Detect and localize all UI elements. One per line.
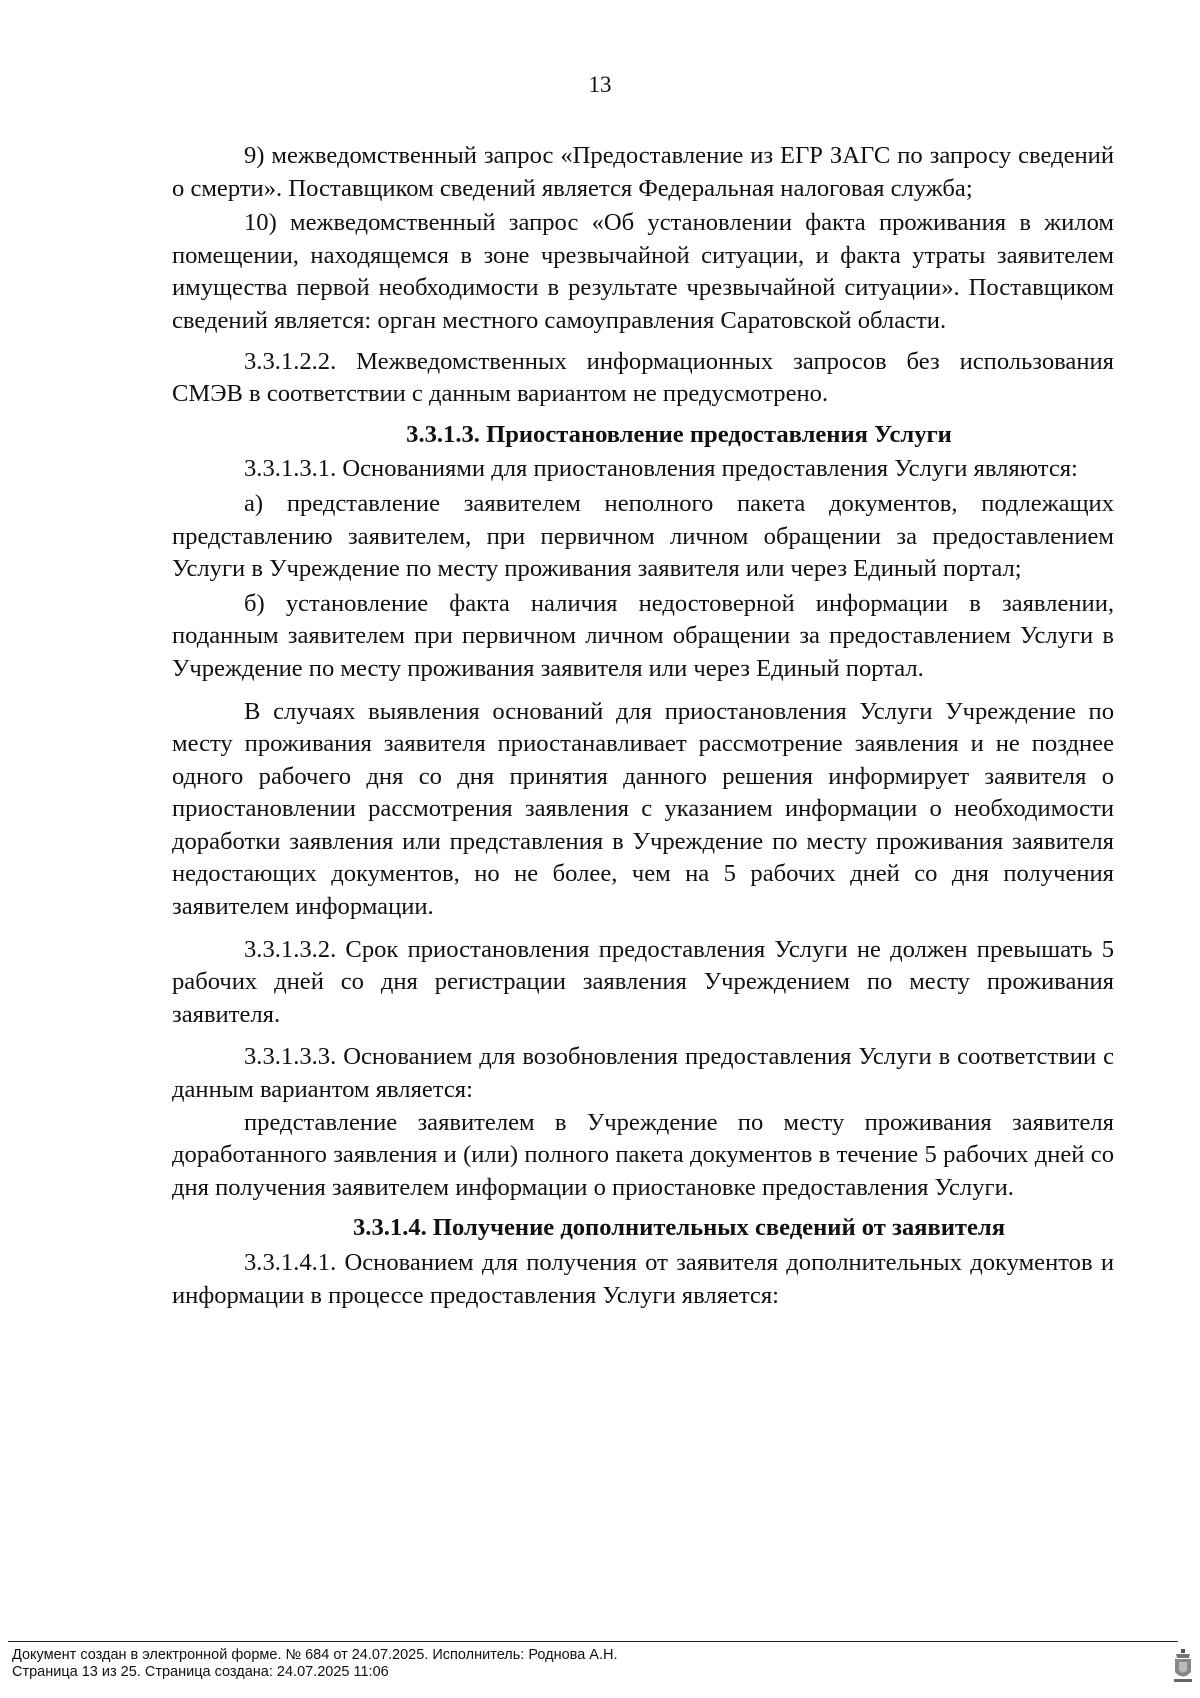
footer-document-info: Документ создан в электронной форме. № 684 от 24.07.2025. Исполнитель: Роднова А.Н. — [12, 1647, 618, 1663]
page-number: 13 — [588, 72, 612, 97]
paragraph-resumption-basis: представление заявителем в Учреждение по месту проживания заявителя доработанного заявления и (или) полного пакета документов в течение 5 рабочих дней со дня получения заявителем информации о приостановке предоставления Услуги. — [172, 1108, 1114, 1201]
paragraph-item-b: б) установление факта наличия недостоверной информации в заявлении, поданным заявителем при первичном личном обращении за предоставлением Услуги в Учреждение по месту проживания заявителя или через Единый портал. — [172, 589, 1114, 682]
paragraph-item-9: 9) межведомственный запрос «Предоставление из ЕГР ЗАГС по запросу сведений о смерти». Поставщиком сведений является Федеральная налоговая служба; — [172, 142, 1114, 202]
paragraph-3-3-1-3-3: 3.3.1.3.3. Основанием для возобновления предоставления Услуги в соответствии с данным вариантом является: — [172, 1043, 1114, 1104]
coat-of-arms-icon — [1172, 1648, 1194, 1684]
paragraph-suspension-cases: В случаях выявления оснований для приостановления Услуги Учреждение по месту проживания заявителя приостанавливает рассмотрение заявления и не позднее одного рабочего дня со дня принятия данного решения информирует заявителя о приостановлении рассмотрения заявления с указанием информации о необходимости доработки заявления или представления в Учреждение по месту проживания заявителя недостающих документов, но не более, чем на 5 рабочих дней со дня получения заявителем информации. — [172, 697, 1114, 921]
paragraph-item-10: 10) межведомственный запрос «Об установлении факта проживания в жилом помещении, находящемся в зоне чрезвычайной ситуации, и факта утраты заявителем имущества первой необходимости в результате чрезвычайной ситуации». Поставщиком сведений является: орган местного самоуправления Саратовской области. — [172, 209, 1114, 334]
footer-divider — [8, 1641, 1178, 1642]
section-heading-3-3-1-3: 3.3.1.3. Приостановление предоставления Услуги — [406, 420, 952, 448]
paragraph-3-3-1-3-2: 3.3.1.3.2. Срок приостановления предоставления Услуги не должен превышать 5 рабочих дней со дня регистрации заявления Учреждением по месту проживания заявителя. — [172, 935, 1114, 1028]
paragraph-3-3-1-2-2: 3.3.1.2.2. Межведомственных информационных запросов без использования СМЭВ в соответствии с данным вариантом не предусмотрено. — [172, 347, 1114, 408]
paragraph-3-3-1-3-1: 3.3.1.3.1. Основаниями для приостановления предоставления Услуги являются: — [244, 455, 1078, 483]
paragraph-3-3-1-4-1: 3.3.1.4.1. Основанием для получения от заявителя дополнительных документов и информации в процессе предоставления Услуги является: — [172, 1249, 1114, 1309]
footer-page-info: Страница 13 из 25. Страница создана: 24.07.2025 11:06 — [12, 1663, 389, 1680]
document-body — [172, 140, 1114, 1312]
section-heading-3-3-1-4: 3.3.1.4. Получение дополнительных сведений от заявителя — [353, 1214, 1005, 1242]
paragraph-item-a: а) представление заявителем неполного пакета документов, подлежащих представлению заявителем, при первичном личном обращении за предоставлением Услуги в Учреждение по месту проживания заявителя или через Единый портал; — [172, 489, 1114, 583]
document-footer — [12, 1647, 618, 1680]
